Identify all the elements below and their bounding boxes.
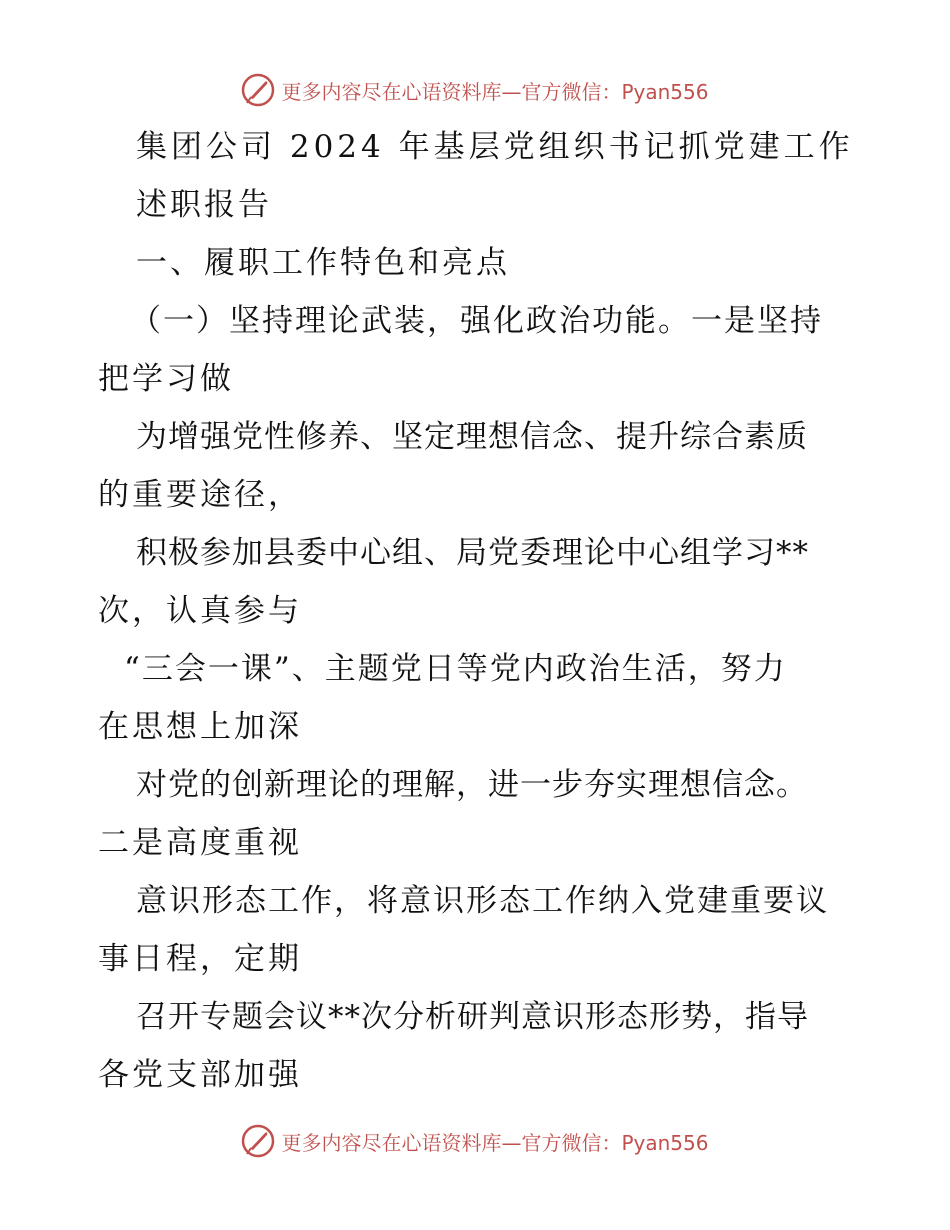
paragraph-line: 积极参加县委中心组、局党委理论中心组学习**	[136, 535, 809, 571]
paragraph-line: 各党支部加强	[98, 1057, 302, 1093]
paragraph-line: 把学习做	[98, 361, 234, 397]
paragraph-line: 意识形态工作，将意识形态工作纳入党建重要议	[136, 883, 829, 919]
paragraph-line: 对党的创新理论的理解，进一步夯实理想信念。	[136, 767, 808, 803]
paragraph-line: 次，认真参与	[98, 593, 302, 629]
paragraph-line: 事日程，定期	[98, 941, 302, 977]
quill-logo-icon	[241, 73, 275, 107]
paragraph-line: 召开专题会议**次分析研判意识形态形势，指导	[136, 999, 809, 1035]
watermark-footer	[0, 1121, 950, 1161]
paragraph-line: “三会一课”、主题党日等党内政治生活，努力	[124, 651, 787, 687]
paragraph-line: 的重要途径，	[98, 477, 302, 513]
document-title-line-2: 述职报告	[136, 187, 272, 223]
watermark-header	[0, 70, 950, 110]
paragraph-line: （一）坚持理论武装，强化政治功能。一是坚持	[130, 303, 823, 339]
document-title-line-1: 集团公司 2024 年基层党组织书记抓党建工作	[136, 129, 854, 165]
watermark-text: 更多内容尽在心语资料库—官方微信：Pyan556	[281, 79, 709, 104]
watermark-text: 更多内容尽在心语资料库—官方微信：Pyan556	[281, 1130, 709, 1155]
paragraph-line: 二是高度重视	[98, 825, 302, 861]
section-heading: 一、履职工作特色和亮点	[136, 245, 510, 281]
quill-logo-icon	[241, 1124, 275, 1158]
paragraph-line: 为增强党性修养、坚定理想信念、提升综合素质	[136, 419, 808, 455]
paragraph-line: 在思想上加深	[98, 709, 302, 745]
